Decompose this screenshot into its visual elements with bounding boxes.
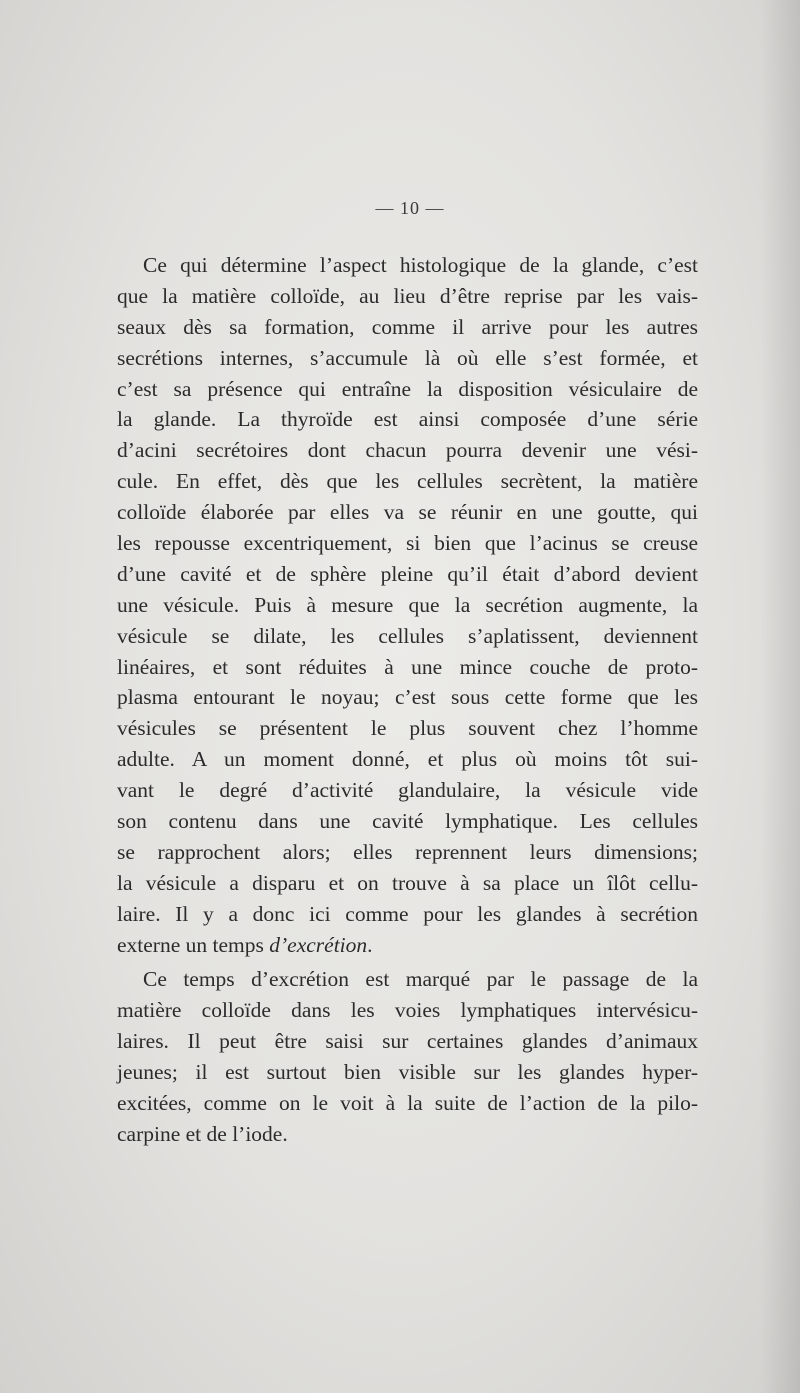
text-run: .	[367, 932, 373, 957]
text-line: carpine et de l’iode.	[117, 1121, 288, 1146]
body-text	[117, 250, 698, 1150]
text-line: vésicules se présentent le plus souvent chez l’homme	[117, 716, 698, 741]
text-line: linéaires, et sont réduites à une mince couche de proto-	[117, 654, 698, 679]
text-line: son contenu dans une cavité lymphatique. Les cellules	[117, 809, 698, 834]
text-line: laires. Il peut être saisi sur certaines glandes d’animaux	[117, 1029, 698, 1054]
text-line-last	[117, 930, 698, 961]
text-line: seaux dès sa formation, comme il arrive pour les autres	[117, 314, 698, 339]
text-line: Ce qui détermine l’aspect histologique de la glande, c’est	[143, 253, 698, 277]
text-line: colloïde élaborée par elles va se réunir en une goutte, qui	[117, 500, 698, 525]
text-line: vant le degré d’activité glandulaire, la vésicule vide	[117, 778, 698, 803]
text-line: Ce temps d’excrétion est marqué par le passage de la	[143, 967, 698, 992]
text-line: une vésicule. Puis à mesure que la secrétion augmente, la	[117, 592, 698, 617]
italic-term: d’excrétion	[269, 932, 368, 957]
text-line: les repousse excentriquement, si bien que l’acinus se creuse	[117, 531, 698, 556]
text-line: laire. Il y a donc ici comme pour les glandes à secrétion	[117, 901, 698, 926]
text-line: adulte. A un moment donné, et plus où moins tôt sui-	[117, 747, 698, 772]
text-line: jeunes; il est surtout bien visible sur les glandes hyper-	[117, 1060, 698, 1085]
text-line: excitées, comme on le voit à la suite de l’action de la pilo-	[117, 1091, 698, 1116]
text-run: externe un temps	[117, 932, 270, 957]
text-line: se rapprochent alors; elles reprennent leurs dimensions;	[117, 839, 698, 864]
page-number: — 10 —	[375, 198, 445, 218]
text-line: que la matière colloïde, au lieu d’être reprise par les vais-	[117, 283, 698, 308]
text-line: plasma entourant le noyau; c’est sous cette forme que les	[117, 685, 698, 710]
text-line: vésicule se dilate, les cellules s’aplatissent, deviennent	[117, 623, 698, 648]
text-line: matière colloïde dans les voies lymphatiques intervésicu-	[117, 998, 698, 1023]
text-line: c’est sa présence qui entraîne la disposition vésiculaire de	[117, 376, 698, 401]
text-line: d’acini secrétoires dont chacun pourra devenir une vési-	[117, 438, 698, 463]
text-line: d’une cavité et de sphère pleine qu’il était d’abord devient	[117, 561, 698, 586]
text-line: secrétions internes, s’accumule là où elle s’est formée, et	[117, 345, 698, 370]
text-line: la glande. La thyroïde est ainsi composée d’une série	[117, 407, 698, 432]
text-line: cule. En effet, dès que les cellules secrètent, la matière	[117, 469, 698, 494]
text-line: la vésicule a disparu et on trouve à sa place un îlôt cellu-	[117, 870, 698, 895]
